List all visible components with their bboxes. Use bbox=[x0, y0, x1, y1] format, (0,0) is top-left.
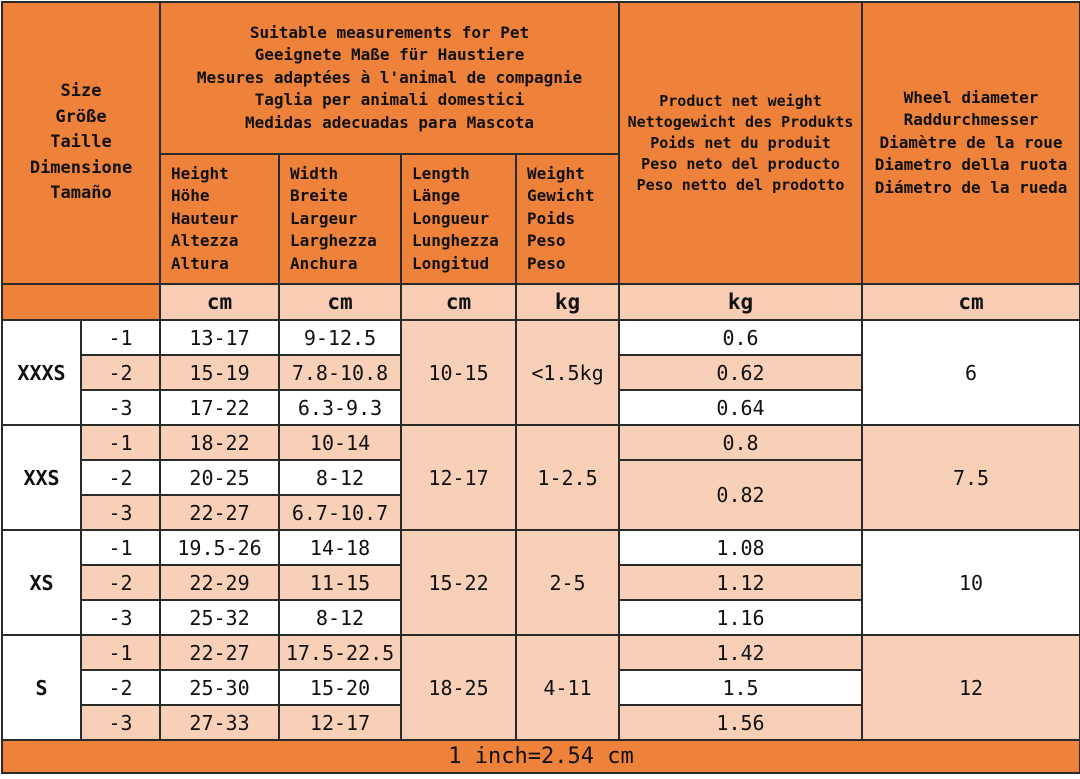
variant: -2 bbox=[81, 565, 160, 600]
height-value: 13-17 bbox=[160, 320, 279, 355]
wheel-de: Raddurchmesser bbox=[903, 110, 1039, 130]
width-header-lines bbox=[280, 163, 400, 276]
unit-net-weight: kg bbox=[619, 284, 862, 320]
net-weight-value: 0.64 bbox=[619, 390, 862, 425]
unit-wheel: cm bbox=[862, 284, 1080, 320]
variant: -3 bbox=[81, 495, 160, 530]
width-fr: Largeur bbox=[290, 208, 358, 228]
net-weight-en: Product net weight bbox=[659, 91, 822, 110]
wheel-value: 12 bbox=[862, 635, 1080, 740]
conversion-note: 1 inch=2.54 cm bbox=[2, 740, 1080, 773]
wheel-value: 10 bbox=[862, 530, 1080, 635]
width-value: 8-12 bbox=[279, 600, 401, 635]
net-weight-lines bbox=[620, 91, 861, 196]
size-chart-table bbox=[1, 1, 1080, 774]
wheel-diameter-header bbox=[862, 2, 1080, 284]
width-header bbox=[279, 154, 401, 284]
width-value: 15-20 bbox=[279, 670, 401, 705]
table-row bbox=[2, 635, 1080, 670]
unit-width: cm bbox=[279, 284, 401, 320]
net-weight-value: 0.6 bbox=[619, 320, 862, 355]
unit-height: cm bbox=[160, 284, 279, 320]
length-value: 18-25 bbox=[401, 635, 516, 740]
variant: -1 bbox=[81, 530, 160, 565]
height-header-lines bbox=[161, 163, 278, 276]
height-value: 27-33 bbox=[160, 705, 279, 740]
height-en: Height bbox=[171, 163, 229, 183]
wheel-value: 7.5 bbox=[862, 425, 1080, 530]
height-value: 18-22 bbox=[160, 425, 279, 460]
width-value: 7.8-10.8 bbox=[279, 355, 401, 390]
length-de: Länge bbox=[412, 186, 461, 206]
weight-header-lines bbox=[517, 163, 618, 276]
height-value: 25-32 bbox=[160, 600, 279, 635]
wheel-en: Wheel diameter bbox=[903, 87, 1039, 107]
height-it: Altezza bbox=[171, 231, 239, 251]
suitable-it: Taglia per animali domestici bbox=[254, 90, 525, 110]
length-header-lines bbox=[402, 163, 515, 276]
table-row bbox=[2, 530, 1080, 565]
suitable-en: Suitable measurements for Pet bbox=[249, 22, 530, 42]
width-en: Width bbox=[290, 163, 339, 183]
variant: -3 bbox=[81, 705, 160, 740]
height-value: 20-25 bbox=[160, 460, 279, 495]
size-header-fr: Taille bbox=[50, 132, 112, 153]
width-de: Breite bbox=[290, 186, 348, 206]
width-es: Anchura bbox=[290, 253, 358, 273]
length-value: 15-22 bbox=[401, 530, 516, 635]
net-weight-value: 0.62 bbox=[619, 355, 862, 390]
height-de: Höhe bbox=[171, 186, 210, 206]
wheel-value: 6 bbox=[862, 320, 1080, 425]
size-name: S bbox=[2, 635, 81, 740]
width-value: 17.5-22.5 bbox=[279, 635, 401, 670]
size-header-es: Tamaño bbox=[50, 183, 112, 204]
variant: -3 bbox=[81, 600, 160, 635]
height-fr: Hauteur bbox=[171, 208, 239, 228]
weight-value: 1-2.5 bbox=[516, 425, 619, 530]
height-value: 22-29 bbox=[160, 565, 279, 600]
suitable-de: Geeignete Maße für Haustiere bbox=[254, 45, 525, 65]
weight-value: <1.5kg bbox=[516, 320, 619, 425]
variant: -1 bbox=[81, 425, 160, 460]
suitable-fr: Mesures adaptées à l'animal de compagnie bbox=[196, 67, 583, 87]
suitable-measurements-lines bbox=[161, 22, 618, 135]
net-weight-header bbox=[619, 2, 862, 284]
length-fr: Longueur bbox=[412, 208, 490, 228]
size-header-lines bbox=[3, 79, 159, 207]
net-weight-it: Peso netto del prodotto bbox=[636, 175, 845, 194]
wheel-fr: Diamètre de la roue bbox=[879, 132, 1063, 152]
size-header bbox=[2, 2, 160, 284]
height-value: 15-19 bbox=[160, 355, 279, 390]
net-weight-value: 0.8 bbox=[619, 425, 862, 460]
net-weight-value: 1.12 bbox=[619, 565, 862, 600]
net-weight-es: Peso neto del producto bbox=[641, 154, 840, 173]
width-value: 12-17 bbox=[279, 705, 401, 740]
weight-value: 2-5 bbox=[516, 530, 619, 635]
net-weight-value: 0.82 bbox=[619, 460, 862, 530]
weight-value: 4-11 bbox=[516, 635, 619, 740]
width-value: 14-18 bbox=[279, 530, 401, 565]
height-value: 17-22 bbox=[160, 390, 279, 425]
size-name: XXS bbox=[2, 425, 81, 530]
size-name: XS bbox=[2, 530, 81, 635]
size-name: XXXS bbox=[2, 320, 81, 425]
variant: -2 bbox=[81, 355, 160, 390]
size-header-de: Größe bbox=[55, 106, 107, 127]
net-weight-value: 1.5 bbox=[619, 670, 862, 705]
length-it: Lunghezza bbox=[412, 231, 499, 251]
weight-header bbox=[516, 154, 619, 284]
variant: -1 bbox=[81, 635, 160, 670]
suitable-es: Medidas adecuadas para Mascota bbox=[245, 112, 534, 132]
variant: -3 bbox=[81, 390, 160, 425]
width-value: 8-12 bbox=[279, 460, 401, 495]
size-header-en: Size bbox=[60, 81, 102, 102]
width-value: 6.7-10.7 bbox=[279, 495, 401, 530]
unit-length: cm bbox=[401, 284, 516, 320]
height-value: 22-27 bbox=[160, 495, 279, 530]
weight-fr: Poids bbox=[527, 208, 576, 228]
table-row bbox=[2, 425, 1080, 460]
units-size-spacer bbox=[2, 284, 160, 320]
weight-en: Weight bbox=[527, 163, 585, 183]
weight-it: Peso bbox=[527, 253, 566, 273]
weight-es: Peso bbox=[527, 231, 566, 251]
length-value: 10-15 bbox=[401, 320, 516, 425]
width-value: 10-14 bbox=[279, 425, 401, 460]
height-value: 19.5-26 bbox=[160, 530, 279, 565]
variant: -2 bbox=[81, 670, 160, 705]
length-value: 12-17 bbox=[401, 425, 516, 530]
wheel-es: Diámetro de la rueda bbox=[874, 177, 1068, 197]
width-value: 6.3-9.3 bbox=[279, 390, 401, 425]
net-weight-value: 1.08 bbox=[619, 530, 862, 565]
net-weight-value: 1.42 bbox=[619, 635, 862, 670]
net-weight-de: Nettogewicht des Produkts bbox=[627, 112, 854, 131]
net-weight-value: 1.16 bbox=[619, 600, 862, 635]
length-es: Longitud bbox=[412, 253, 490, 273]
wheel-diameter-lines bbox=[863, 87, 1079, 200]
width-value: 11-15 bbox=[279, 565, 401, 600]
net-weight-fr: Poids net du produit bbox=[650, 133, 831, 152]
variant: -2 bbox=[81, 460, 160, 495]
table-row bbox=[2, 320, 1080, 355]
height-value: 25-30 bbox=[160, 670, 279, 705]
wheel-it: Diametro della ruota bbox=[874, 155, 1068, 175]
weight-de: Gewicht bbox=[527, 186, 595, 206]
width-it: Larghezza bbox=[290, 231, 377, 251]
variant: -1 bbox=[81, 320, 160, 355]
unit-weight: kg bbox=[516, 284, 619, 320]
size-header-it: Dimensione bbox=[29, 157, 133, 178]
length-header bbox=[401, 154, 516, 284]
height-value: 22-27 bbox=[160, 635, 279, 670]
height-header bbox=[160, 154, 279, 284]
height-es: Altura bbox=[171, 253, 229, 273]
width-value: 9-12.5 bbox=[279, 320, 401, 355]
suitable-measurements-header bbox=[160, 2, 619, 154]
length-en: Length bbox=[412, 163, 470, 183]
net-weight-value: 1.56 bbox=[619, 705, 862, 740]
